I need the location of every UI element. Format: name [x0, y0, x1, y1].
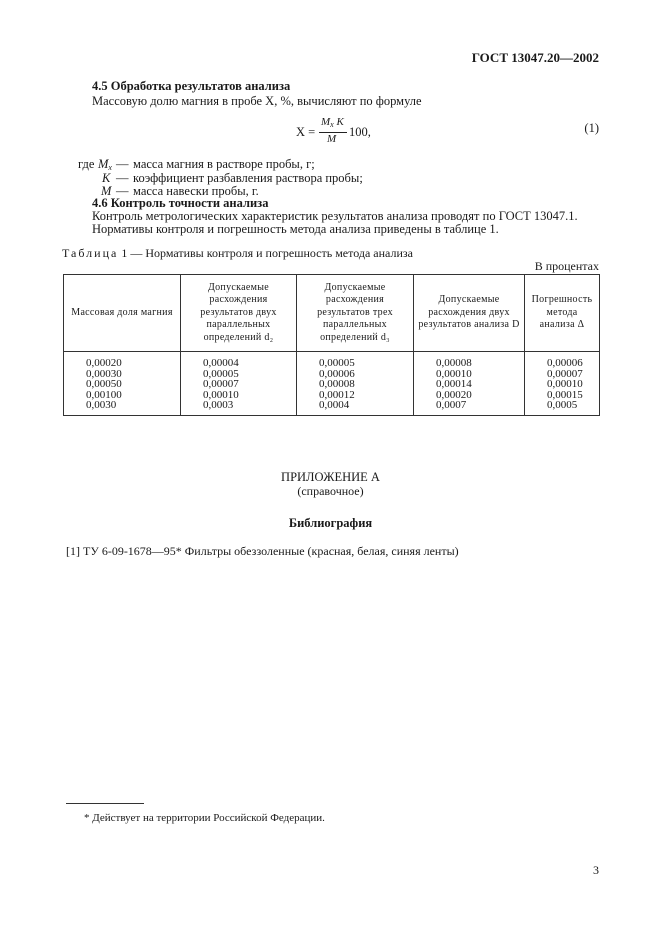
definition-row	[78, 172, 598, 186]
table-row	[64, 352, 600, 416]
definition-dash: —	[116, 157, 129, 171]
norms-table	[63, 274, 600, 416]
definition-symbol: M	[101, 184, 112, 198]
where-word: где	[78, 157, 95, 171]
header-mass-fraction: Массовая доля магния	[64, 275, 181, 352]
table-units: В процентах	[534, 259, 599, 273]
formula-numerator: $M_x$ K	[321, 116, 344, 129]
section-4-6-line-2: Нормативы контроля и погрешность метода анализа приведены в таблице 1.	[92, 222, 499, 236]
formula-denominator: M	[327, 133, 337, 145]
section-4-5-title: 4.5 Обработка результатов анализа	[92, 79, 291, 93]
header-d2: Допускаемые расхождения результатов двух параллельных определений d₂	[181, 275, 297, 352]
header-error: Погрешность метода анализа Δ	[525, 275, 600, 352]
definition-symbol: K	[102, 170, 111, 185]
section-4-5-intro: Массовую долю магния в пробе X, %, вычисляют по формуле	[92, 94, 422, 108]
formula-1	[296, 116, 416, 150]
formula-lhs: X =	[296, 125, 316, 139]
header-D: Допускаемые расхождения двух результатов анализа D	[414, 275, 525, 352]
appendix-subtitle: (справочное)	[297, 484, 364, 498]
definition-row	[78, 158, 598, 172]
equation-number: (1)	[584, 121, 599, 135]
bibliography-title: Библиография	[288, 516, 373, 530]
section-4-6-title: 4.6 Контроль точности анализа	[92, 196, 269, 210]
definition-dash: —	[116, 184, 129, 198]
definition-text: коэффициент разбавления раствора пробы;	[133, 170, 363, 185]
footnote-divider	[66, 803, 144, 804]
definition-symbol: $M_x$	[98, 157, 112, 172]
variable-definitions	[78, 158, 598, 199]
table-header-row	[64, 275, 600, 352]
table-cell: 0,00004 0,00005 0,00007 0,00010 0,0003	[181, 352, 297, 416]
page-number: 3	[593, 863, 599, 877]
table-cell: 0,00020 0,00030 0,00050 0,00100 0,0030	[64, 352, 181, 416]
table-caption	[62, 246, 413, 261]
table-cell: 0,00006 0,00007 0,00010 0,00015 0,0005	[525, 352, 600, 416]
header-d3: Допускаемые расхождения результатов трех параллельных определений d₃	[297, 275, 414, 352]
definition-text: масса навески пробы, г.	[133, 184, 259, 198]
document-header: ГОСТ 13047.20—2002	[471, 50, 599, 65]
footnote: * Действует на территории Российской Федерации.	[84, 812, 325, 824]
table-caption-label: Таблица	[62, 246, 119, 260]
formula-tail: 100,	[349, 125, 371, 139]
appendix-title: ПРИЛОЖЕНИЕ А	[281, 470, 380, 484]
definition-text: масса магния в растворе пробы, г;	[133, 157, 315, 171]
table-cell: 0,00008 0,00010 0,00014 0,00020 0,0007	[414, 352, 525, 416]
table-caption-text: 1 — Нормативы контроля и погрешность метода анализа	[118, 246, 413, 260]
definition-dash: —	[116, 170, 129, 185]
section-4-6-line-1: Контроль метрологических характеристик результатов анализа проводят по ГОСТ 13047.1.	[92, 209, 578, 223]
bibliography-entry: [1] ТУ 6-09-1678—95* Фильтры обеззоленные (красная, белая, синяя ленты)	[66, 544, 459, 558]
table-cell: 0,00005 0,00006 0,00008 0,00012 0,0004	[297, 352, 414, 416]
